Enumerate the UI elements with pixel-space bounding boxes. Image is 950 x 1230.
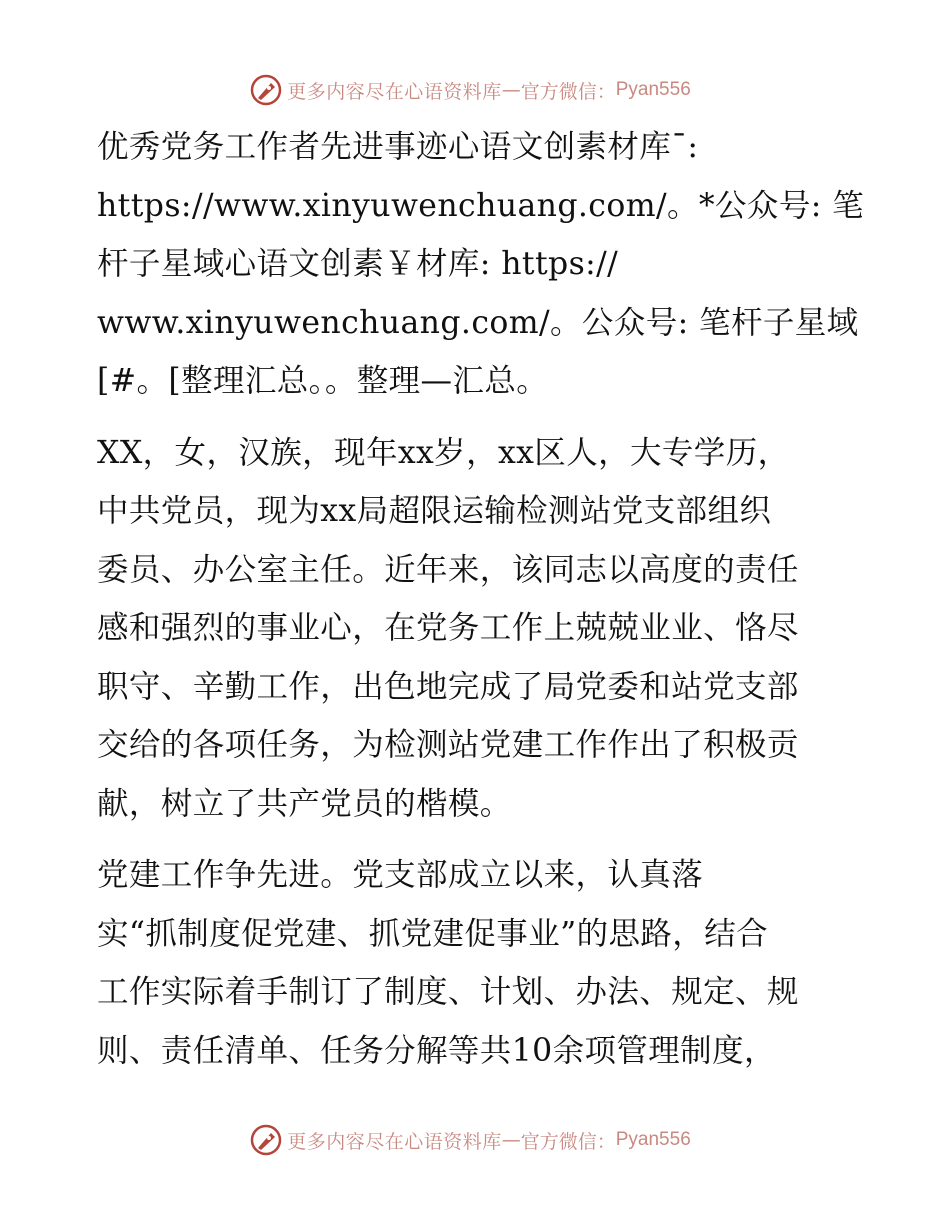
document-body (97, 118, 865, 1093)
watermark-wechat-id: Pyan556 (615, 1129, 691, 1150)
text-line: 交给的各项任务，为检测站党建工作作出了积极贡 (97, 727, 799, 763)
watermark-site-text: 更多内容尽在心语资料库 (287, 1130, 502, 1153)
text-line: XX，女，汉族，现年xx岁，xx区人，大专学历， (97, 434, 790, 471)
pen-nib-circle-icon (249, 73, 283, 107)
header-watermark-banner (0, 70, 950, 110)
text-line: https://www.xinyuwenchuang.com/。*公众号: 笔 (97, 187, 865, 224)
watermark-wechat-label: 官方微信： (520, 1130, 616, 1153)
text-line: 杆子星域心语文创素￥材库: https:// (97, 246, 619, 282)
text-line: 献，树立了共产党员的楷模。 (97, 785, 512, 822)
watermark-site-text: 更多内容尽在心语资料库 (287, 80, 502, 103)
watermark-separator: — (501, 79, 521, 101)
text-line: www.xinyuwenchuang.com/。公众号: 笔杆子星域 (97, 304, 859, 341)
paragraph-party-building (97, 846, 857, 1080)
text-line: 委员、办公室主任。近年来，该同志以高度的责任 (97, 551, 799, 588)
watermark-separator: — (501, 1129, 521, 1151)
text-line: 感和强烈的事业心，在党务工作上兢兢业业、恪尽 (97, 610, 799, 646)
text-line: 党建工作争先进。党支部成立以来，认真落 (97, 857, 704, 893)
footer-watermark-banner (0, 1120, 950, 1160)
paragraph-profile (97, 424, 857, 834)
pen-nib-circle-icon (249, 1123, 283, 1157)
text-line: 中共党员，现为xx局超限运输检测站党支部组织 (97, 493, 772, 529)
text-line: 职守、辛勤工作，出色地完成了局党委和站党支部 (97, 668, 799, 705)
text-line: 工作实际着手制订了制度、计划、办法、规定、规 (97, 974, 799, 1010)
text-line: 实“抓制度促党建、抓党建促事业”的思路，结合 (97, 915, 769, 952)
watermark-wechat-label: 官方微信： (520, 80, 616, 103)
text-line: 优秀党务工作者先进事迹心语文创素材库¯: (97, 129, 699, 165)
text-line: [#。[整理汇总。。整理—汇总。 (97, 363, 549, 399)
paragraph-intro (97, 118, 865, 411)
text-line: 则、责任清单、任务分解等共10余项管理制度， (97, 1032, 776, 1069)
watermark-wechat-id: Pyan556 (615, 79, 691, 100)
